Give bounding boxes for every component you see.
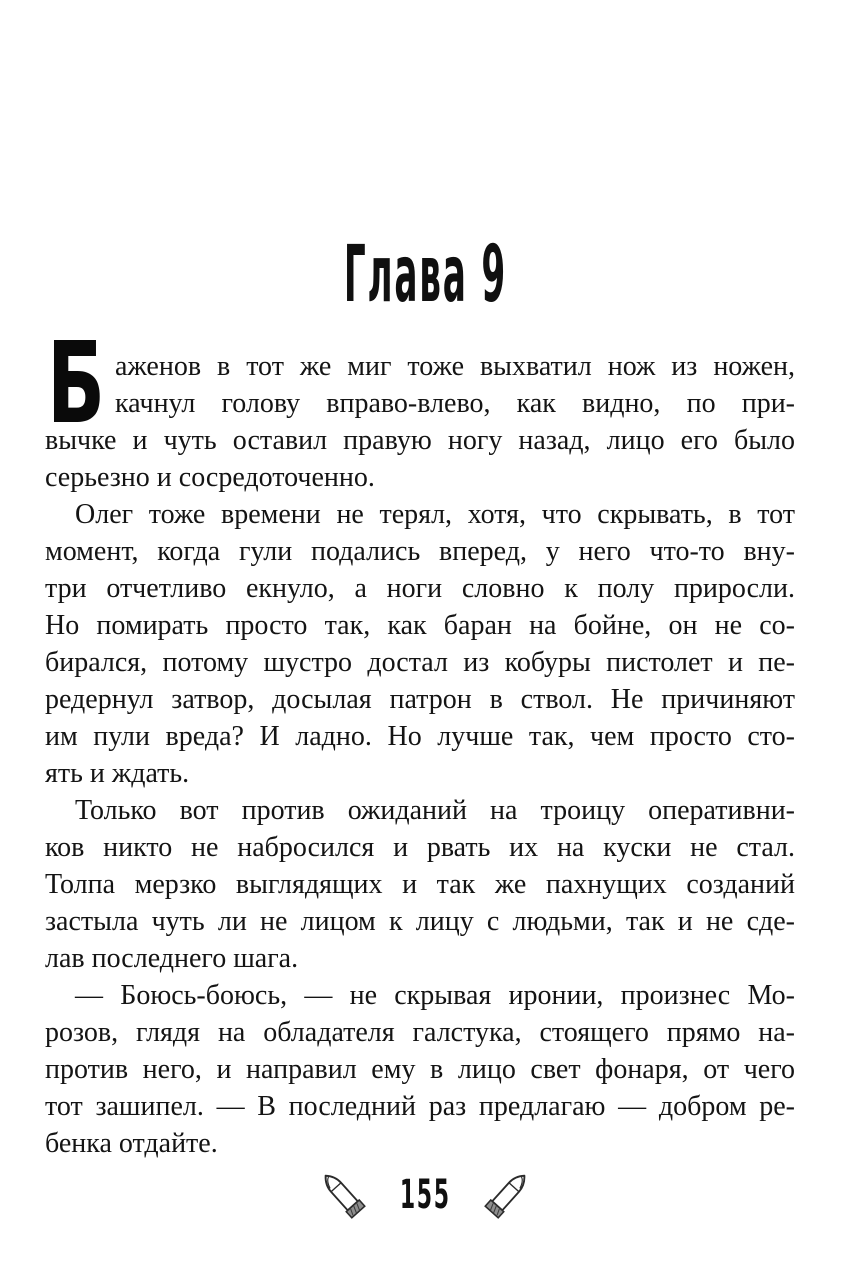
- text-line: застыла чуть ли не лицом к лицу с людьми, так и не сде-: [45, 906, 795, 937]
- text-line: редернул затвор, досылая патрон в ствол. Не причиняют: [45, 684, 795, 715]
- text-line: ков никто не набросился и рвать их на куски не стал.: [45, 832, 795, 863]
- text-line: аженов в тот же миг тоже выхватил нож из ножен,: [115, 351, 795, 382]
- page-footer: [0, 1162, 850, 1228]
- paragraph: [45, 792, 795, 977]
- text-line: Но помирать просто так, как баран на бойне, он не со-: [45, 610, 795, 641]
- drop-cap: Б: [47, 319, 106, 449]
- text-line: Только вот против ожиданий на троицу оперативни-: [75, 795, 795, 826]
- text-line: розов, глядя на обладателя галстука, стоящего прямо на-: [45, 1017, 795, 1048]
- bullet-icon: [485, 1166, 529, 1224]
- text-line: — Боюсь-боюсь, — не скрывая иронии, произнес Мо-: [75, 980, 795, 1011]
- chapter-heading: [0, 230, 850, 320]
- text-line: серьезно и сосредоточенно.: [45, 462, 375, 493]
- text-line: качнул голову вправо-влево, как видно, по при-: [115, 388, 795, 419]
- text-line: бенка отдайте.: [45, 1128, 218, 1159]
- text-line: вычке и чуть оставил правую ногу назад, лицо его было: [45, 425, 795, 456]
- body-text: [45, 319, 795, 1162]
- text-line: лав последнего шага.: [45, 943, 299, 974]
- text-line: им пули вреда? И ладно. Но лучше так, чем просто сто-: [45, 721, 795, 752]
- text-line: Толпа мерзко выглядящих и так же пахнущих созданий: [45, 869, 795, 900]
- text-line: три отчетливо екнуло, а ноги словно к полу приросли.: [45, 573, 795, 604]
- page-number: 155: [399, 1172, 451, 1218]
- paragraph: [45, 496, 795, 792]
- text-line: Олег тоже времени не терял, хотя, что скрывать, в тот: [75, 499, 795, 530]
- paragraph: [45, 977, 795, 1162]
- text-line: против него, и направил ему в лицо свет фонаря, от чего: [45, 1054, 795, 1085]
- text-line: ять и ждать.: [45, 758, 190, 789]
- chapter-title: Глава 9: [343, 230, 507, 320]
- text-line: бирался, потому шустро достал из кобуры пистолет и пе-: [45, 647, 795, 678]
- text-line: тот зашипел. — В последний раз предлагаю — добром ре-: [45, 1091, 795, 1122]
- bullet-icon: [321, 1166, 365, 1224]
- text-line: момент, когда гули подались вперед, у него что-то вну-: [45, 536, 795, 567]
- paragraph: [45, 319, 795, 496]
